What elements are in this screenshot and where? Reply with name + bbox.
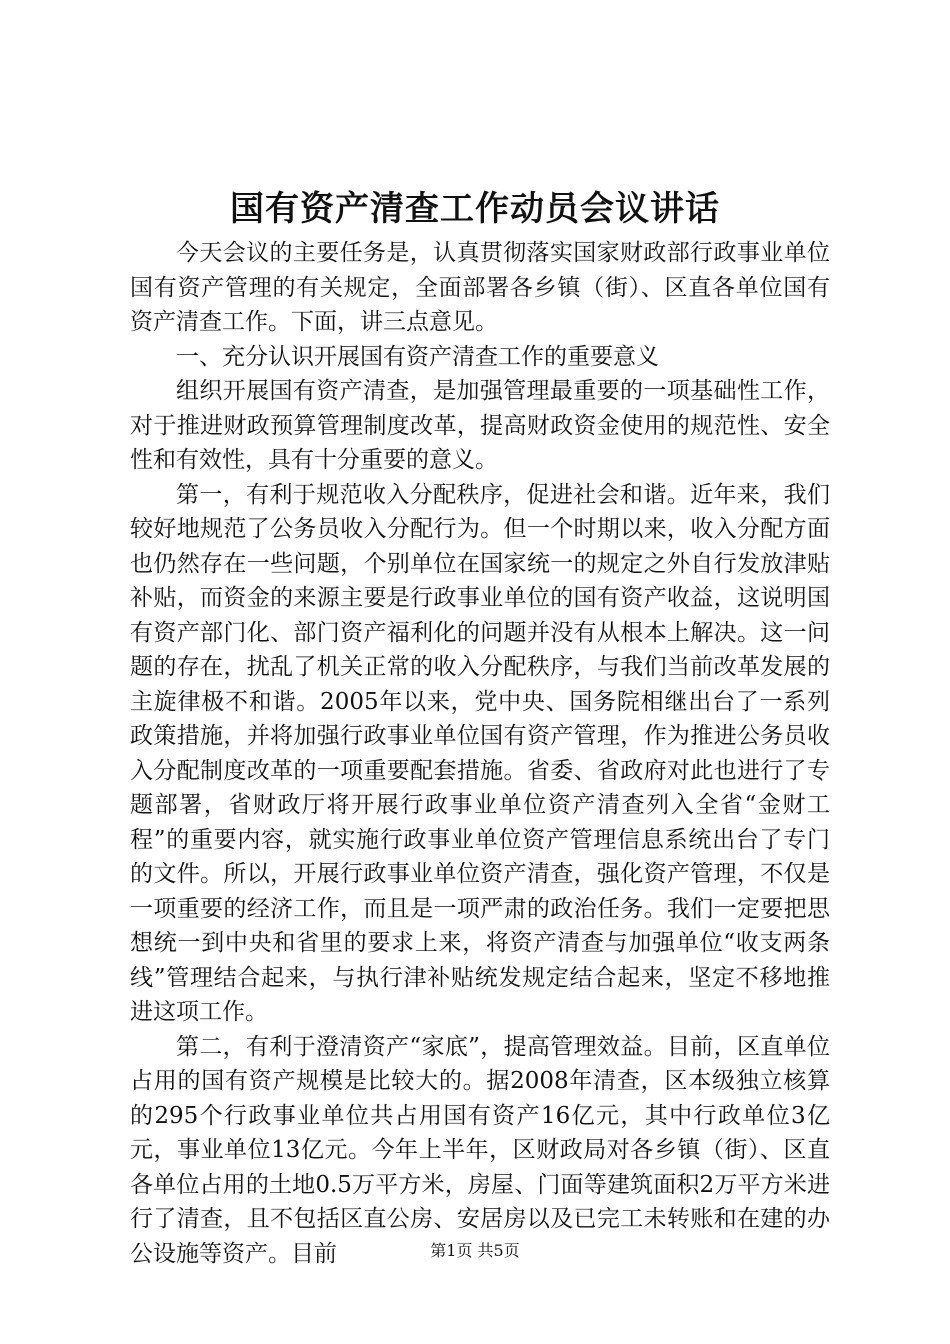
paragraph-significance: 组织开展国有资产清查，是加强管理最重要的一项基础性工作，对于推进财政预算管理制度改革，提高财政资金使用的规范性、安全性和有效性，具有十分重要的意义。 — [130, 378, 830, 473]
paragraph-point-1: 第一，有利于规范收入分配秩序，促进社会和谐。近年来，我们较好地规范了公务员收入分配行为。但一个时期以来，收入分配方面也仍然存在一些问题，个别单位在国家统一的规定之外自行发放津贴补贴，而资金的来源主要是行政事业单位的国有资产收益，这说明国有资产部门化、部门资产福利化的问题并没有从根本上解决。这一问题的存在，扰乱了机关正常的收入分配秩序，与我们当前改革发展的主旋律极不和谐。2005年以来，党中央、国务院相继出台了一系列政策措施，并将加强行政事业单位国有资产管理，作为推进公务员收入分配制度改革的一项重要配套措施。省委、省政府对此也进行了专题部署，省财政厅将开展行政事业单位资产清查列入全省“金财工程”的重要内容，就实施行政事业单位资产管理信息系统出台了专门的文件。所以，开展行政事业单位资产清查，强化资产管理，不仅是一项重要的经济工作，而且是一项严肃的政治任务。我们一定要把思想统一到中央和省里的要求上来，将资产清查与加强单位“收支两条线”管理结合起来，与执行津补贴统发规定结合起来，坚定不移地推进这项工作。 — [130, 481, 830, 1025]
paragraph-intro: 今天会议的主要任务是，认真贯彻落实国家财政部行政事业单位国有资产管理的有关规定，全面部署各乡镇（街）、区直各单位国有资产清查工作。下面，讲三点意见。 — [130, 240, 830, 335]
paragraph-point-2: 第二，有利于澄清资产“家底”，提高管理效益。目前，区直单位占用的国有资产规模是比较大的。据2008年清查，区本级独立核算的295个行政事业单位共占用国有资产16亿元，其中行政单位3亿元，事业单位13亿元。今年上半年，区财政局对各乡镇（街）、区直各单位占用的土地0.5万平方米，房屋、门面等建筑面积2万平方米进行了清查，且不包括区直公房、安居房以及已完工未转账和在建的办公设施等资产。目前 — [130, 1033, 830, 1267]
page-footer: 第1页 共5页 — [430, 1241, 520, 1260]
document-title: 国有资产清查工作动员会议讲话 — [230, 189, 720, 229]
document-body — [130, 236, 830, 1271]
section-heading-1: 一、充分认识开展国有资产清查工作的重要意义 — [176, 343, 659, 370]
